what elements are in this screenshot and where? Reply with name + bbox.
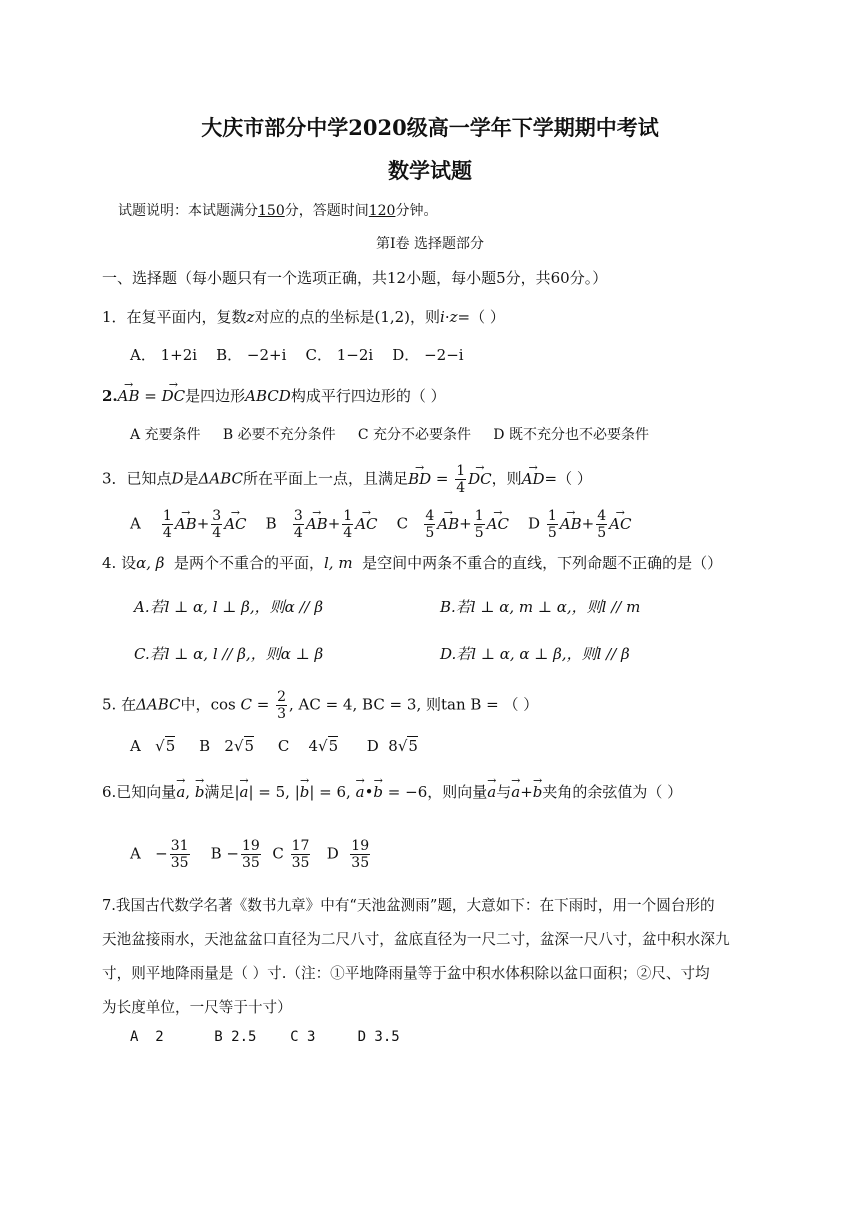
- exam-title: 大庆市部分中学2020级高一学年下学期期中考试: [201, 115, 659, 140]
- time-limit: 120: [368, 203, 396, 219]
- q2-option-b: B 必要不充分条件: [222, 427, 336, 443]
- question-6-options: A − $\frac{31}{35}$ B − $\frac{19}{35}$ C $\frac{17}{35}$ D $\frac{19}{35}$: [130, 838, 370, 871]
- question-1-options: [130, 345, 464, 365]
- q2-option-d: D 既不充分也不必要条件: [493, 427, 649, 443]
- question-6-stem: 6.已知向量→ a, → b满足|→ a| = 5, |→ b| = 6, → a•→ b = −6，则向量→ a与→ a+→ b夹角的余弦值为（ ）: [102, 782, 682, 802]
- q4-option-d: D.若l ⊥ α, α ⊥ β,，则l // β: [440, 645, 630, 663]
- question-5-options: A √5 B 2√5 C 4√5 D 8√5: [130, 737, 418, 755]
- section-heading: 一、选择题（每小题只有一个选项正确，共12小题，每小题5分，共60分。）: [102, 269, 608, 287]
- question-2-stem: 2.→ AB = → DC是四边形ABCD构成平行四边形的（ ）: [102, 386, 446, 406]
- q1-option-a: A． 1+2i: [130, 346, 198, 364]
- q1-option-b: B． −2+i: [216, 346, 287, 364]
- question-1-stem: 1．在复平面内，复数z对应的点的坐标是(1,2)，则i·z=（ ）: [102, 308, 505, 326]
- q4-option-a: A.若l ⊥ α, l ⊥ β,，则α // β: [134, 598, 324, 616]
- total-score: 150: [258, 203, 285, 219]
- exam-subtitle: 数学试题: [388, 158, 472, 183]
- exam-note: 试题说明：本试题满分150分，答题时间120分钟。: [118, 203, 438, 219]
- q2-option-c: C 充分不必要条件: [357, 427, 472, 443]
- q4-option-c: C.若l ⊥ α, l // β,，则α ⊥ β: [134, 645, 324, 663]
- question-4-stem: 4. 设α, β 是两个不重合的平面，l, m 是空间中两条不重合的直线，下列命题不正确的是（）: [102, 554, 723, 572]
- question-2-options: [130, 425, 649, 445]
- question-3-stem: 3．已知点D是ΔABC所在平面上一点，且满足→ BD = $\frac{1}{4}$ → DC，则→ AD=（ ）: [102, 463, 592, 496]
- question-3-options: A $\frac{1}{4}$ → AB+ $\frac{3}{4}$ → AC B $\frac{3}{4}$ → AB+ $\frac{1}{4}$ → AC C $\frac{4}{5}$ → AB+ $\frac{1}{5}$ → AC D $\frac{1}{5}$ → AB+ $\frac{4}{5}$ → AC: [130, 508, 631, 541]
- q2-option-a: A 充要条件: [130, 427, 201, 443]
- volume-heading: 第Ⅰ卷 选择题部分: [376, 236, 484, 252]
- question-7-options: A 2 B 2.5 C 3 D 3.5: [130, 1029, 400, 1045]
- question-7-stem: 7.我国古代数学名著《数书九章》中有“天池盆测雨”题，大意如下：在下雨时，用一个圆台形的 天池盆接雨水，天池盆盆口直径为二尺八寸，盆底直径为一尺二寸，盆深一尺八寸，盆中积水深九 寸，则平地降雨量是（ ）寸.（注：①平地降雨量等于盆中积水体积除以盆口面积；②尺、寸均 为长度单位，一尺等于十寸）: [102, 897, 730, 1016]
- q1-option-d: D． −2−i: [392, 346, 464, 364]
- question-5-stem: 5. 在ΔABC中，cos C = $\frac{2}{3}$ , AC = 4, BC = 3, 则tan B = （ ）: [102, 689, 539, 722]
- q1-option-c: C． 1−2i: [305, 346, 374, 364]
- q4-option-b: B.若l ⊥ α, m ⊥ α,，则l // m: [440, 598, 641, 616]
